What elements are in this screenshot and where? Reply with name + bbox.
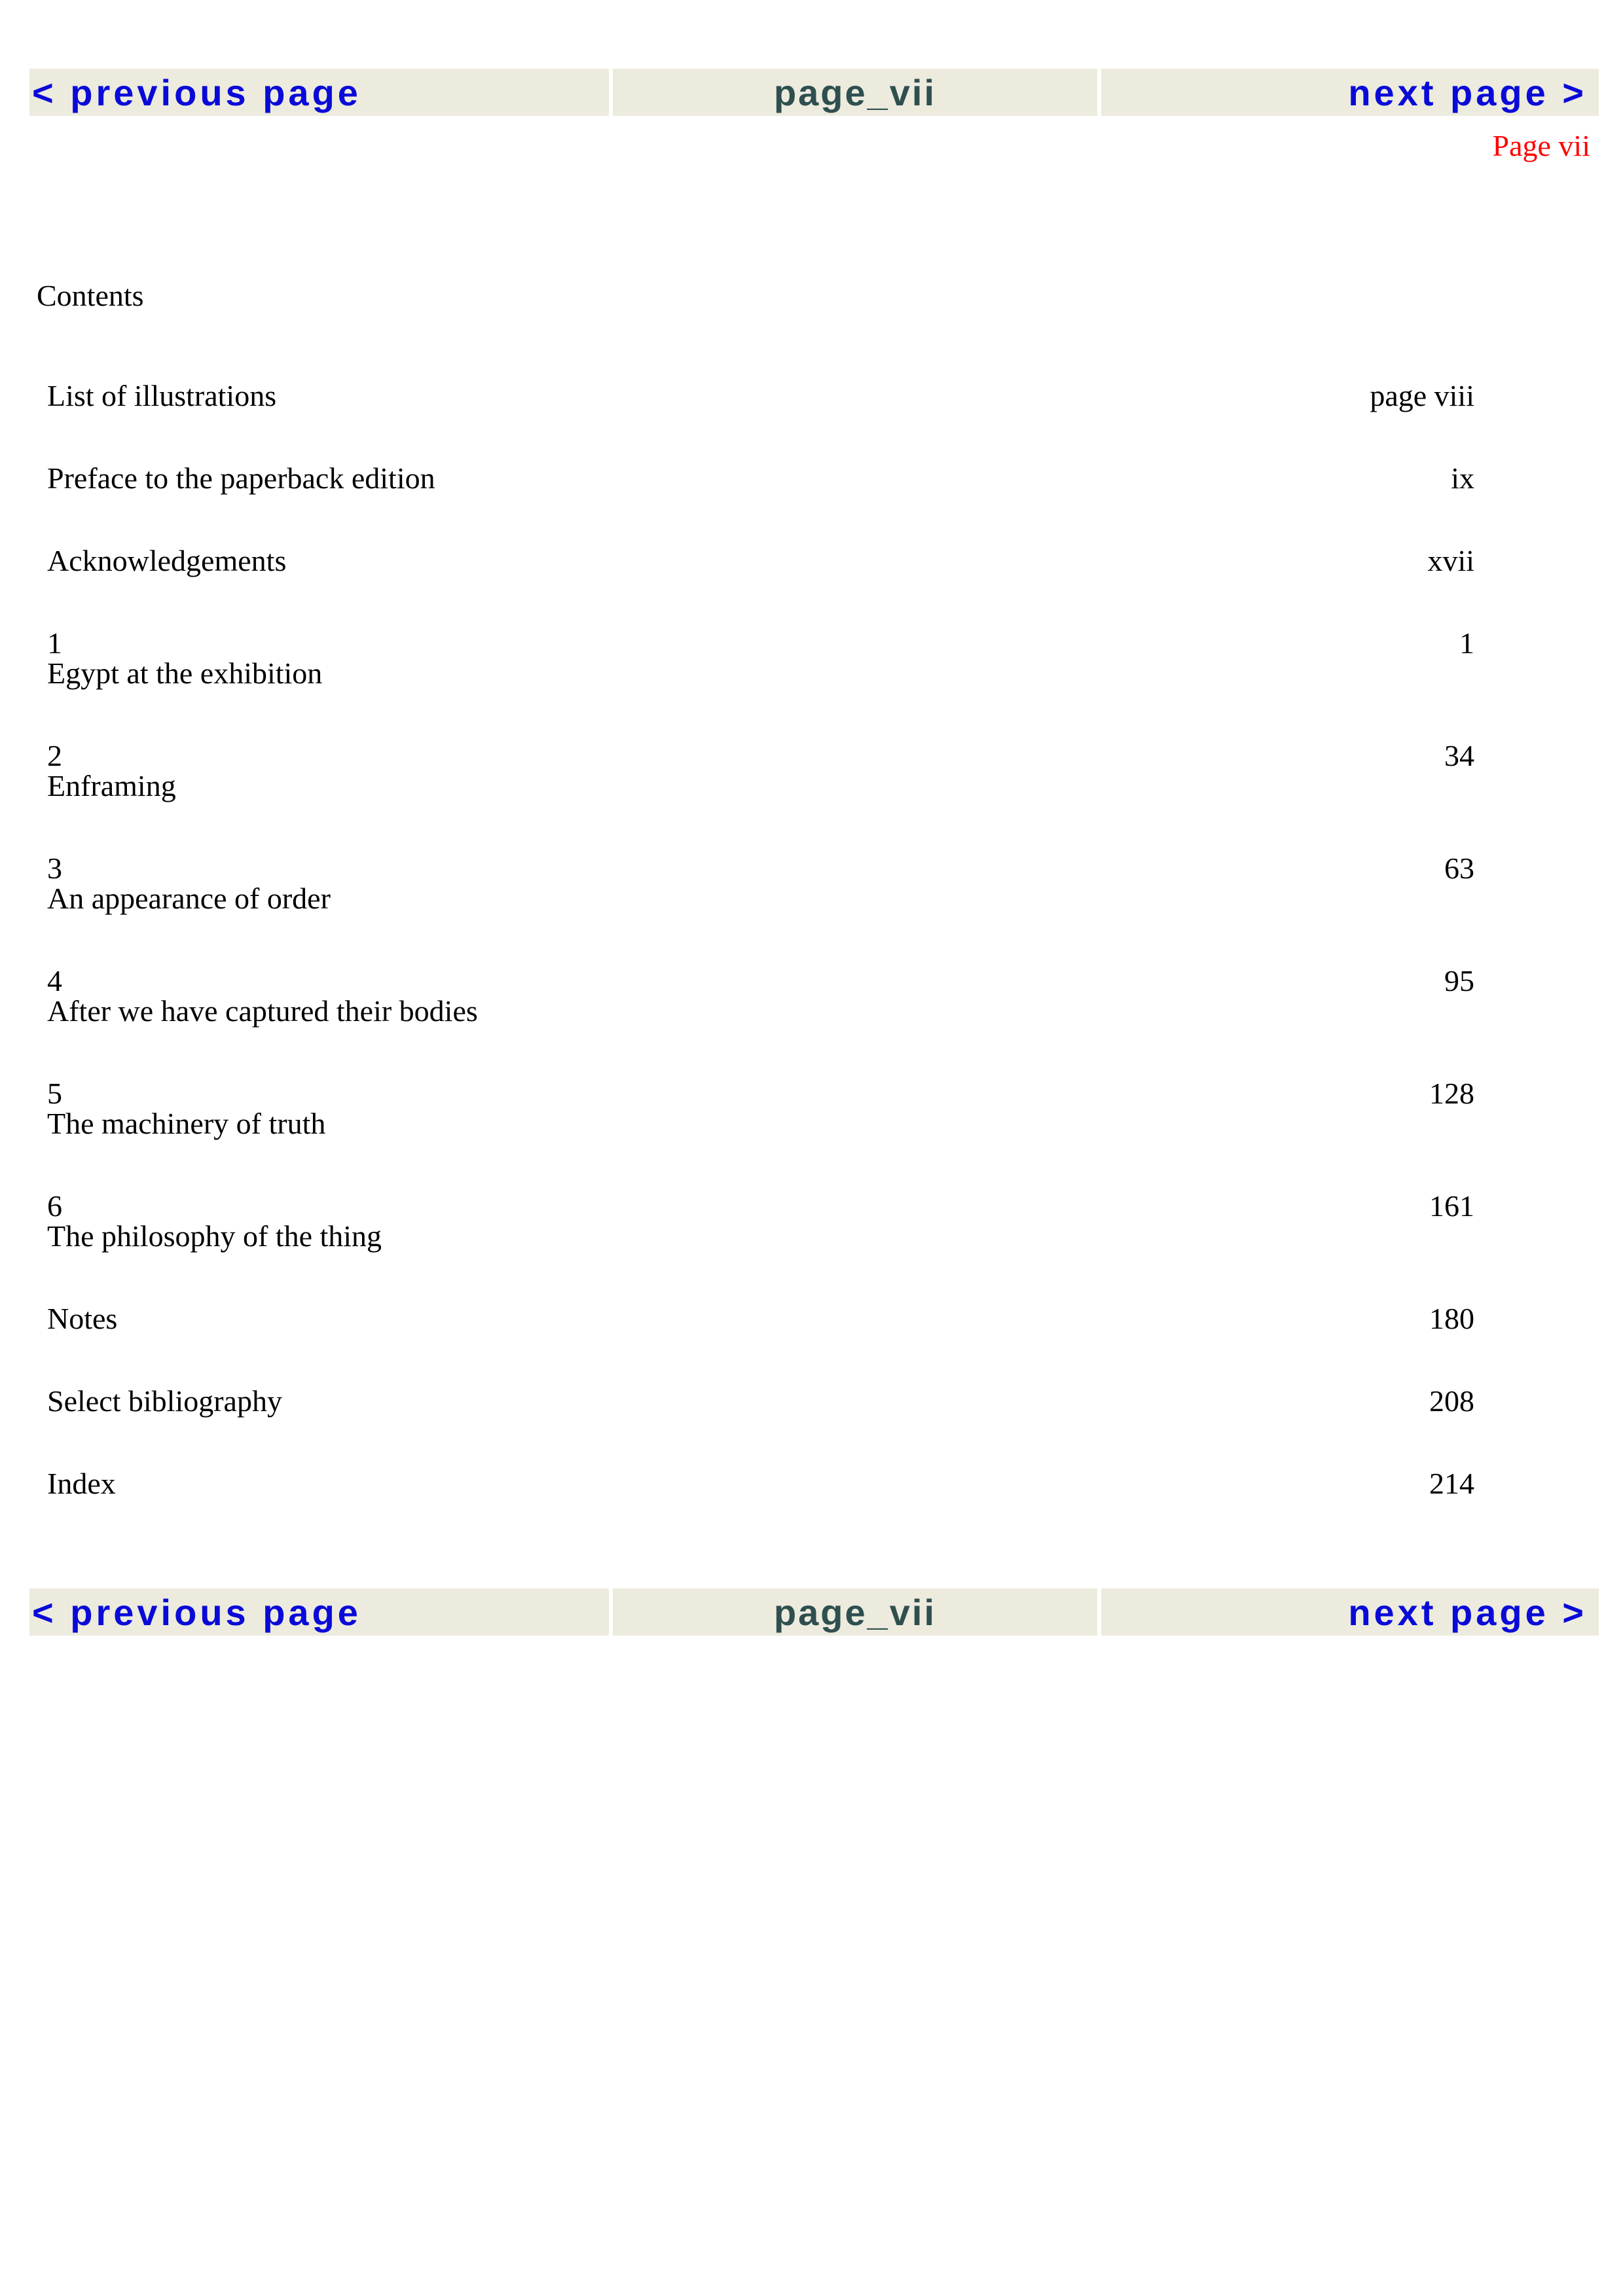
toc-entry xyxy=(47,463,1474,546)
toc-entry-left xyxy=(47,628,322,689)
chapter-number: 3 xyxy=(47,852,62,885)
next-page-link[interactable]: next page > xyxy=(1101,1588,1599,1636)
chapter-number: 2 xyxy=(47,739,62,772)
toc-entry-page: 208 xyxy=(1429,1384,1474,1418)
toc-entry-left xyxy=(47,853,331,914)
toc-entry-page: page viii xyxy=(1370,379,1474,412)
toc-entry-page: xvii xyxy=(1427,544,1474,577)
toc-entry-title: After we have captured their bodies xyxy=(47,994,478,1028)
current-page-label: page_vii xyxy=(613,1588,1097,1636)
toc-entry-title: The philosophy of the thing xyxy=(47,1219,382,1253)
toc-entry-title: Select bibliography xyxy=(47,1384,282,1418)
toc-entry-title: Acknowledgements xyxy=(47,544,287,577)
chapter-number: 4 xyxy=(47,964,62,997)
toc-entry-page: 1 xyxy=(1459,626,1474,660)
toc-entry-page: ix xyxy=(1451,461,1474,495)
toc-entry-left xyxy=(47,966,478,1026)
toc-entry xyxy=(47,628,1474,741)
toc-entry-page: 180 xyxy=(1429,1302,1474,1335)
current-page-label: page_vii xyxy=(613,69,1097,116)
toc-entry-page: 95 xyxy=(1444,964,1474,997)
toc-entry-left xyxy=(47,1304,117,1334)
toc-entry-title: Notes xyxy=(47,1302,118,1335)
toc-entry xyxy=(47,381,1474,463)
toc-entry-left xyxy=(47,741,176,801)
toc-entry-title: Index xyxy=(47,1467,116,1500)
top-navigation-bar xyxy=(29,69,1600,116)
toc-entry-left xyxy=(47,546,286,576)
toc-entry-left xyxy=(47,463,435,493)
toc-entry-page: 161 xyxy=(1429,1189,1474,1223)
chapter-number: 5 xyxy=(47,1077,62,1110)
toc-entry-page: 63 xyxy=(1444,852,1474,885)
bottom-navigation-bar xyxy=(29,1588,1600,1636)
toc-entry-left xyxy=(47,1191,382,1251)
toc-entry xyxy=(47,853,1474,966)
toc-entry-title: Preface to the paperback edition xyxy=(47,461,435,495)
toc-entry-page: 34 xyxy=(1444,739,1474,772)
chapter-number: 1 xyxy=(47,626,62,660)
toc-entry-title: The machinery of truth xyxy=(47,1107,326,1140)
previous-page-link[interactable]: < previous page xyxy=(29,69,609,116)
next-page-link[interactable]: next page > xyxy=(1101,69,1599,116)
toc-entry-page: 214 xyxy=(1429,1467,1474,1500)
contents-heading: Contents xyxy=(37,279,144,312)
toc-entry xyxy=(47,741,1474,853)
previous-page-link[interactable]: < previous page xyxy=(29,1588,609,1636)
toc-entry-left xyxy=(47,381,276,411)
toc-entry-left xyxy=(47,1079,325,1139)
toc-entry-left xyxy=(47,1469,116,1499)
toc-entry xyxy=(47,1191,1474,1304)
toc-entry-left xyxy=(47,1386,282,1416)
toc-entry xyxy=(47,966,1474,1079)
toc-entry-title: An appearance of order xyxy=(47,882,331,915)
toc-entry xyxy=(47,1386,1474,1469)
toc-entry xyxy=(47,1469,1474,1551)
toc-entry xyxy=(47,546,1474,628)
toc-entry-title: Enframing xyxy=(47,769,176,802)
toc-entry xyxy=(47,1304,1474,1386)
toc-entry-title: List of illustrations xyxy=(47,379,277,412)
table-of-contents xyxy=(47,381,1474,1551)
chapter-number: 6 xyxy=(47,1189,62,1223)
toc-entry xyxy=(47,1079,1474,1191)
toc-entry-title: Egypt at the exhibition xyxy=(47,656,323,690)
page-marker: Page vii xyxy=(1492,129,1590,162)
toc-entry-page: 128 xyxy=(1429,1077,1474,1110)
